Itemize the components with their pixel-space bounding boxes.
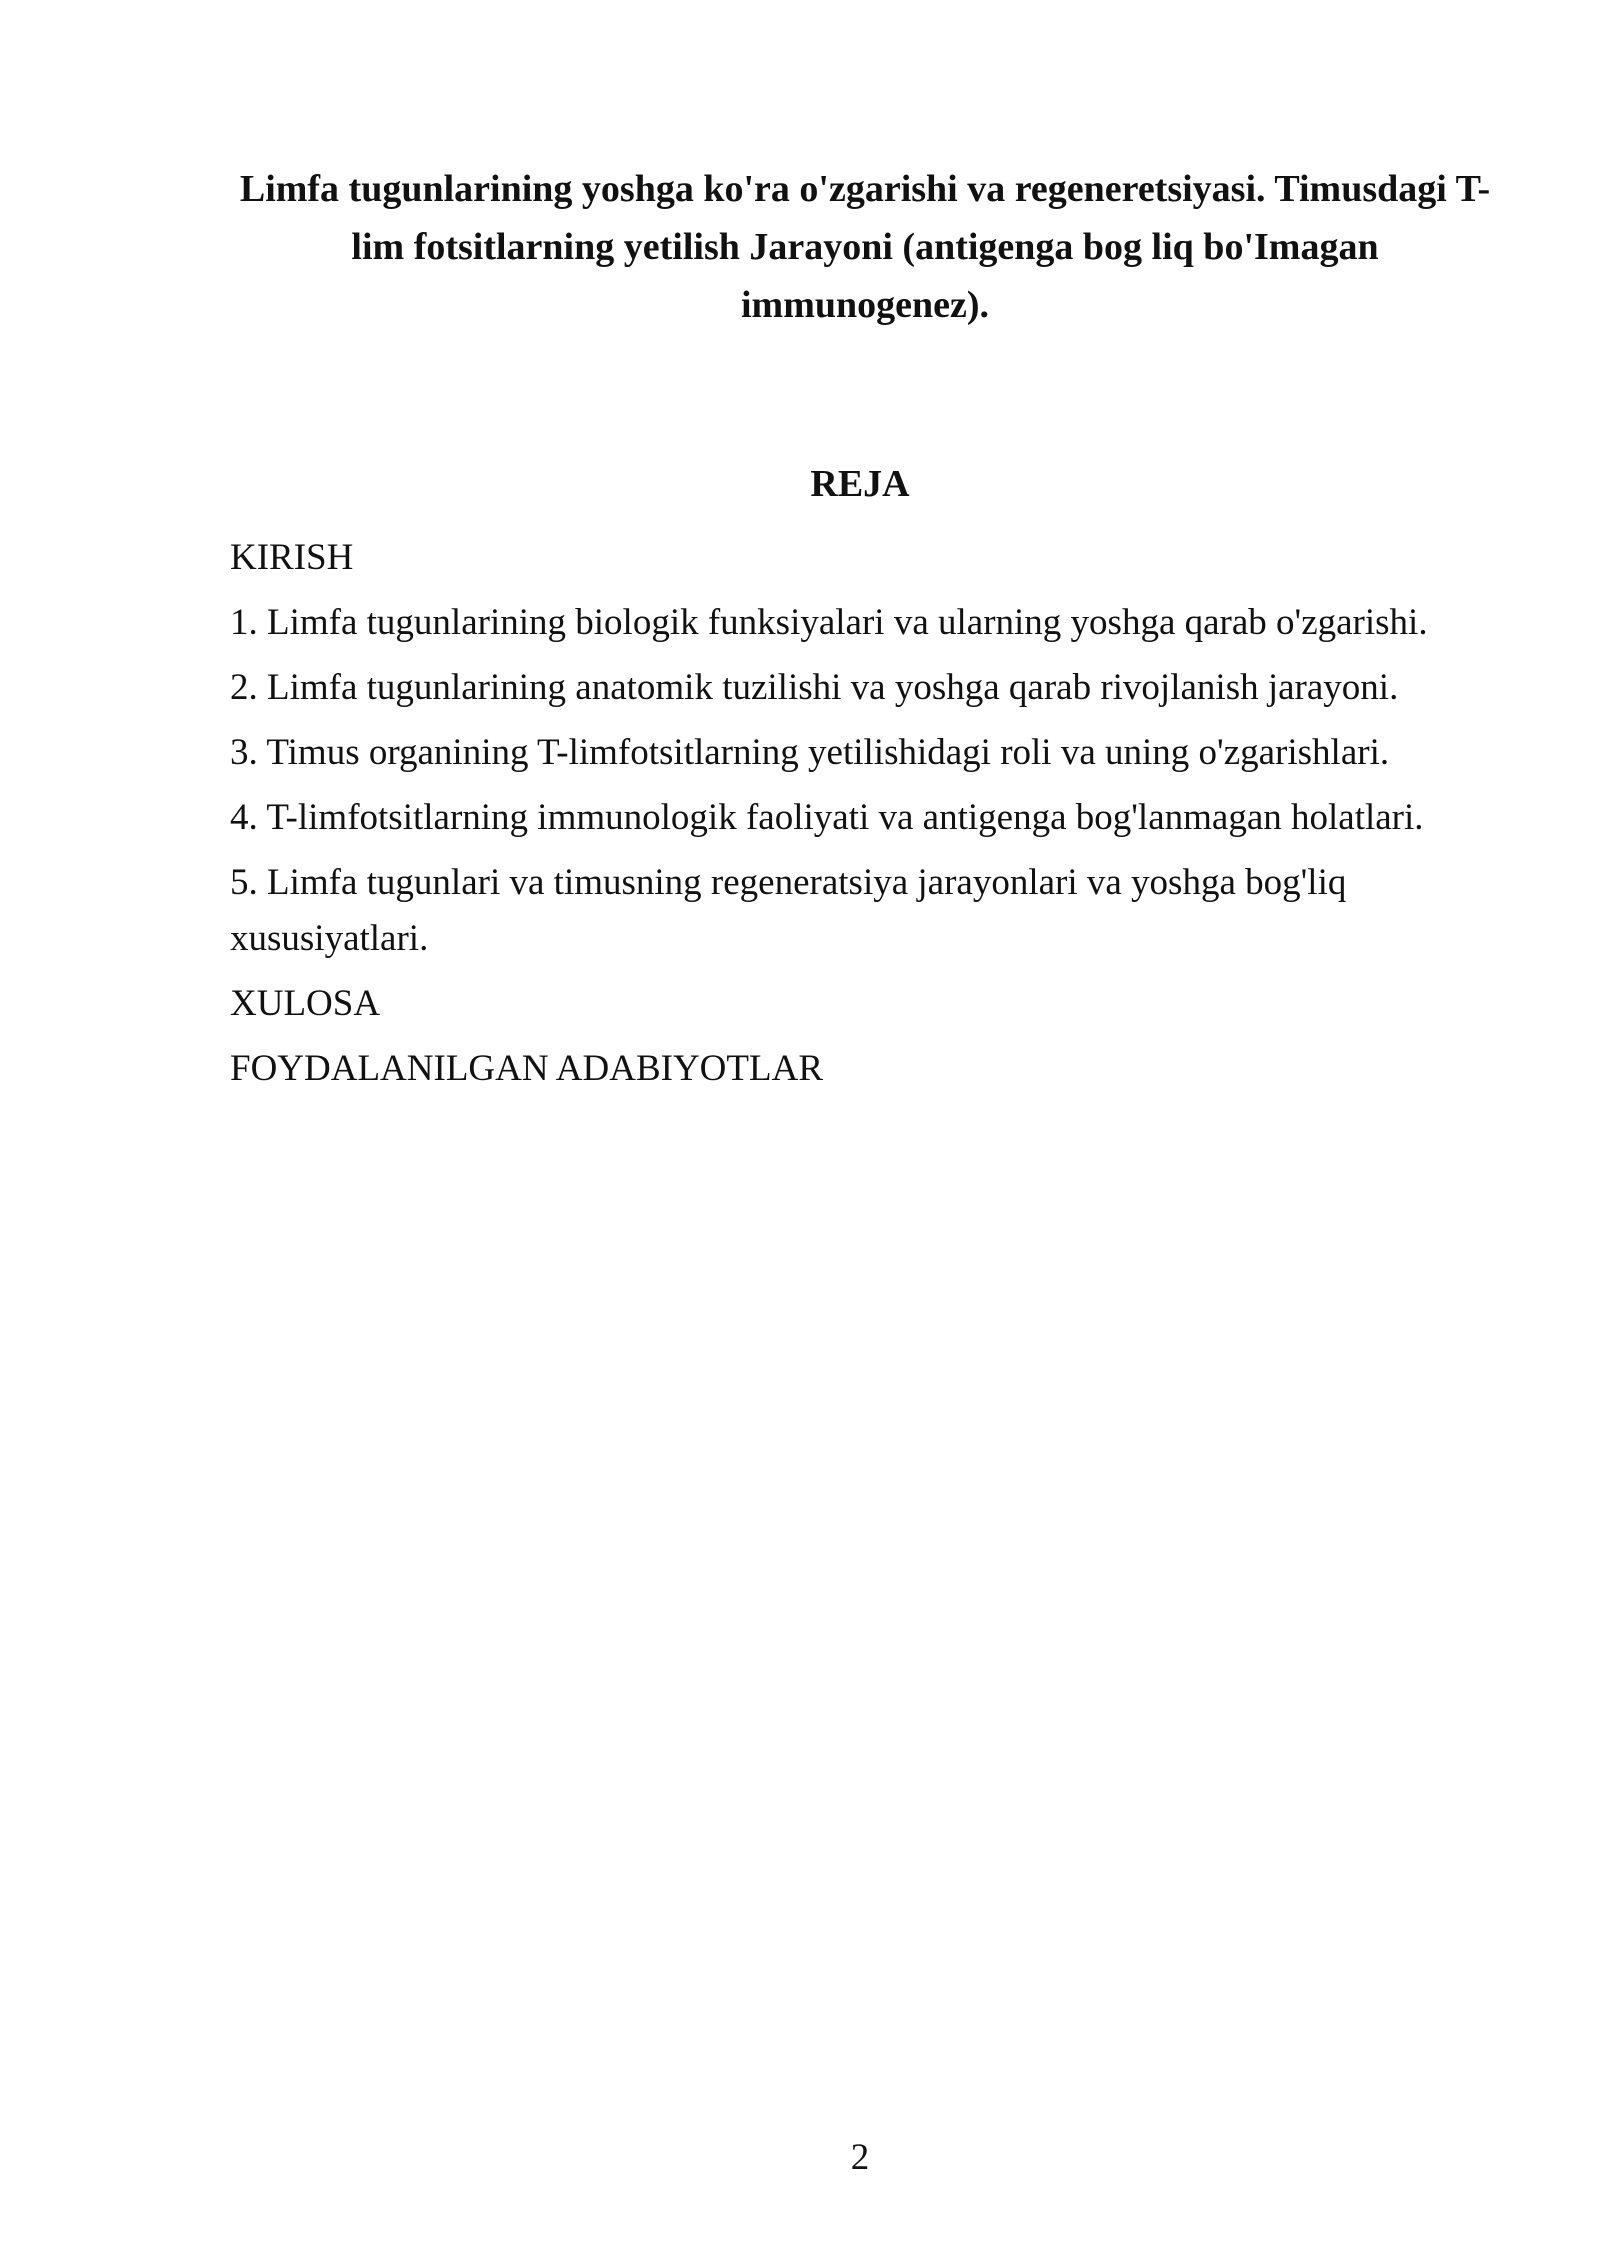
plan-item-introduction: KIRISH bbox=[230, 537, 354, 578]
document-title bbox=[230, 160, 1500, 334]
page-number: 2 bbox=[850, 2137, 870, 2178]
plan-item-references: FOYDALANILGAN ADABIYOTLAR bbox=[230, 1048, 823, 1089]
plan-item-3: 3. Timus organining T-limfotsitlarning yetilishidagi roli va uning o'zgarishlari. bbox=[230, 732, 1390, 773]
title-line-2: lim fotsitlarning yetilish Jarayoni (antigenga bog liq bo'Imagan bbox=[351, 226, 1379, 268]
plan-item-1: 1. Limfa tugunlarining biologik funksiyalari va ularning yoshga qarab o'zgarishi. bbox=[230, 602, 1428, 643]
plan-item-2: 2. Limfa tugunlarining anatomik tuzilishi va yoshga qarab rivojlanish jarayoni. bbox=[230, 667, 1399, 708]
plan-item-5: 5. Limfa tugunlari va timusning regeneratsiya jarayonlari va yoshga bog'liq xususiyatlari. bbox=[230, 862, 1347, 959]
plan-heading: REJA bbox=[810, 463, 910, 505]
plan-list bbox=[230, 530, 1530, 1106]
plan-item-conclusion: XULOSA bbox=[230, 983, 381, 1024]
title-line-1: Limfa tugunlarining yoshga ko'ra o'zgarishi va regeneretsiyasi. Timusdagi T- bbox=[239, 168, 1491, 210]
title-line-3: immunogenez). bbox=[740, 284, 990, 326]
plan-item-4: 4. T-limfotsitlarning immunologik faoliyati va antigenga bog'lanmagan holatlari. bbox=[230, 797, 1424, 838]
